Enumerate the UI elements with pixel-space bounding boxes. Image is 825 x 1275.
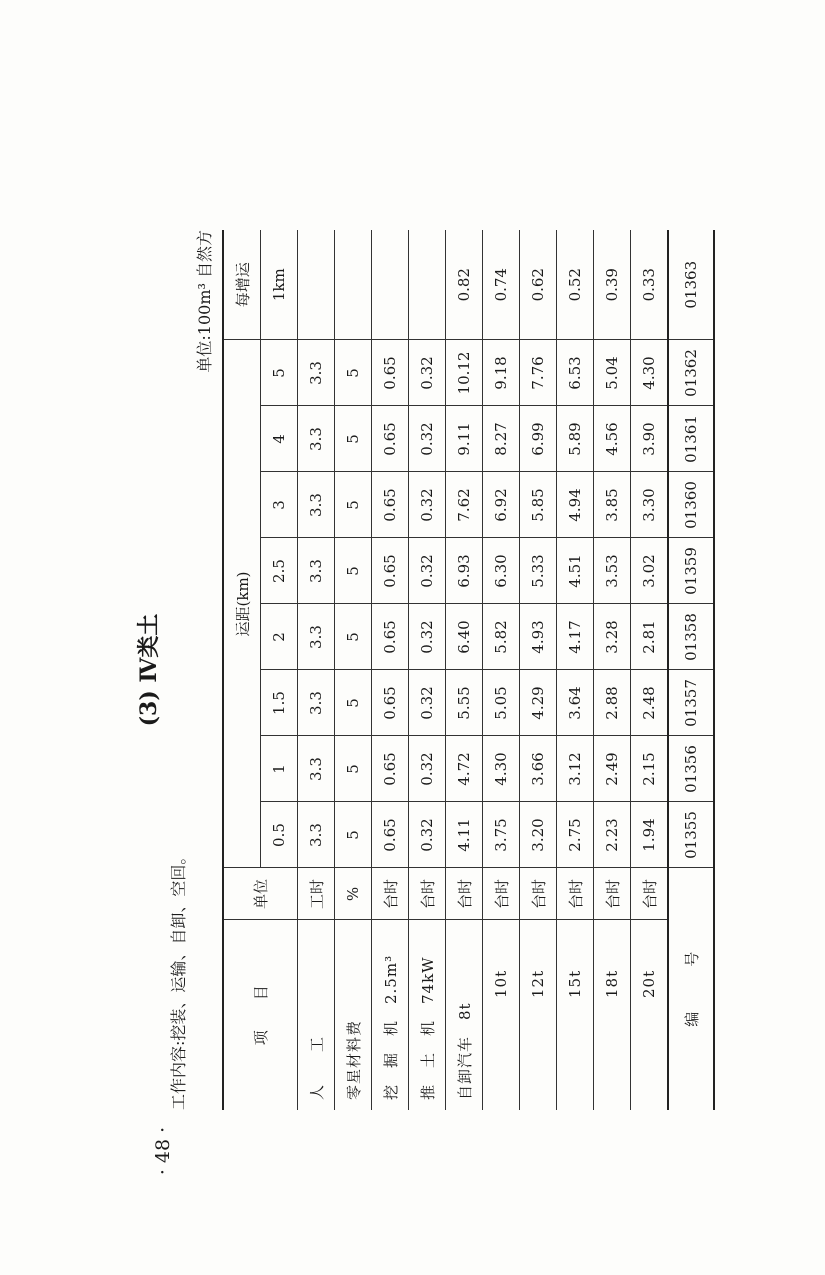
row-value: 0.65 [372,472,409,538]
row-value: 4.72 [446,736,483,802]
row-value: 4.93 [520,604,557,670]
row-value: 3.3 [298,670,335,736]
row-value: 3.3 [298,802,335,868]
row-value: 6.30 [483,538,520,604]
row-value: 5.33 [520,538,557,604]
row-value: 5 [335,538,372,604]
row-name: 12t [520,920,557,1110]
header-item: 项 目 [223,920,298,1110]
row-value: 0.65 [372,604,409,670]
row-unit: 台时 [594,868,631,920]
row-value: 2.88 [594,670,631,736]
row-value: 4.29 [520,670,557,736]
code-cell: 01357 [668,670,714,736]
row-value: 4.11 [446,802,483,868]
row-value: 7.76 [520,340,557,406]
code-cell: 01360 [668,472,714,538]
row-value: 3.90 [631,406,669,472]
row-value: 0.32 [409,472,446,538]
code-cell: 01361 [668,406,714,472]
quota-table [222,230,715,1110]
row-unit: 台时 [409,868,446,920]
row-value: 2.15 [631,736,669,802]
work-content: 工作内容:挖装、运输、自卸、空回。 [169,848,188,1110]
table-row [409,230,446,1110]
row-value: 3.85 [594,472,631,538]
row-value: 0.32 [409,802,446,868]
row-extra: 0.62 [520,230,557,340]
section-title: (3) Ⅳ类土 [136,613,162,727]
row-value: 0.65 [372,340,409,406]
row-value: 0.32 [409,736,446,802]
row-value: 5 [335,472,372,538]
row-name: 挖 掘 机 2.5m³ [372,920,409,1110]
row-extra [298,230,335,340]
row-unit: 台时 [557,868,594,920]
row-name: 推 土 机 74kW [409,920,446,1110]
row-value: 5 [335,736,372,802]
header-distance: 1 [261,736,298,802]
row-extra: 0.74 [483,230,520,340]
row-value: 5 [335,802,372,868]
row-value: 2.49 [594,736,631,802]
table-row [446,230,483,1110]
header-distance: 5 [261,340,298,406]
row-value: 3.66 [520,736,557,802]
row-unit: 台时 [483,868,520,920]
header-distance: 4 [261,406,298,472]
code-label: 编 号 [668,868,714,1110]
row-extra: 0.39 [594,230,631,340]
row-value: 3.3 [298,604,335,670]
code-cell: 01363 [668,230,714,340]
header-unit: 单位 [223,868,298,920]
row-value: 3.3 [298,406,335,472]
header-distance: 2.5 [261,538,298,604]
row-name: 15t [557,920,594,1110]
row-value: 3.53 [594,538,631,604]
row-value: 5.82 [483,604,520,670]
table-row [520,230,557,1110]
row-value: 2.81 [631,604,669,670]
row-value: 4.30 [483,736,520,802]
row-value: 8.27 [483,406,520,472]
row-name: 20t [631,920,669,1110]
row-value: 1.94 [631,802,669,868]
row-name: 自卸汽车 8t [446,920,483,1110]
row-value: 3.30 [631,472,669,538]
table-row [372,230,409,1110]
header-distance: 3 [261,472,298,538]
header-distance: 2 [261,604,298,670]
row-value: 6.40 [446,604,483,670]
table-row [557,230,594,1110]
row-extra: 0.33 [631,230,669,340]
table-row [631,230,669,1110]
row-value: 3.64 [557,670,594,736]
header-distance: 1.5 [261,670,298,736]
code-cell: 01358 [668,604,714,670]
page-number: · 48 · [152,1126,174,1176]
row-value: 0.65 [372,736,409,802]
row-value: 2.48 [631,670,669,736]
row-value: 3.3 [298,340,335,406]
row-value: 3.75 [483,802,520,868]
row-value: 5 [335,604,372,670]
row-unit: % [335,868,372,920]
header-extra-unit: 1km [261,230,298,340]
row-value: 6.53 [557,340,594,406]
row-value: 4.51 [557,538,594,604]
row-value: 5 [335,670,372,736]
table-row [483,230,520,1110]
row-value: 5.85 [520,472,557,538]
row-value: 3.3 [298,538,335,604]
row-name: 18t [594,920,631,1110]
row-extra [372,230,409,340]
row-value: 4.56 [594,406,631,472]
row-value: 4.94 [557,472,594,538]
row-unit: 台时 [446,868,483,920]
row-name: 人 工 [298,920,335,1110]
row-value: 6.93 [446,538,483,604]
row-extra: 0.82 [446,230,483,340]
row-value: 3.02 [631,538,669,604]
code-cell: 01362 [668,340,714,406]
row-unit: 工时 [298,868,335,920]
row-extra [335,230,372,340]
row-unit: 台时 [520,868,557,920]
code-row [668,230,714,1110]
row-value: 0.65 [372,538,409,604]
row-value: 3.3 [298,472,335,538]
table-row [298,230,335,1110]
row-value: 5 [335,406,372,472]
code-cell: 01359 [668,538,714,604]
row-unit: 台时 [631,868,669,920]
row-value: 0.32 [409,538,446,604]
row-value: 0.65 [372,406,409,472]
row-value: 0.65 [372,802,409,868]
rotated-page-content [130,230,760,1110]
row-value: 0.32 [409,604,446,670]
row-value: 9.18 [483,340,520,406]
row-value: 5.04 [594,340,631,406]
row-value: 4.17 [557,604,594,670]
row-extra [409,230,446,340]
table-row [335,230,372,1110]
row-value: 0.65 [372,670,409,736]
row-value: 3.28 [594,604,631,670]
row-value: 4.30 [631,340,669,406]
code-cell: 01356 [668,736,714,802]
row-value: 2.75 [557,802,594,868]
row-value: 9.11 [446,406,483,472]
row-value: 0.32 [409,406,446,472]
row-value: 5.05 [483,670,520,736]
row-unit: 台时 [372,868,409,920]
row-value: 5.55 [446,670,483,736]
row-value: 3.3 [298,736,335,802]
row-value: 3.20 [520,802,557,868]
row-value: 10.12 [446,340,483,406]
row-value: 5 [335,340,372,406]
row-extra: 0.52 [557,230,594,340]
table-row [594,230,631,1110]
row-value: 2.23 [594,802,631,868]
row-value: 0.32 [409,340,446,406]
row-name: 零星材料费 [335,920,372,1110]
row-value: 7.62 [446,472,483,538]
row-value: 3.12 [557,736,594,802]
row-value: 6.99 [520,406,557,472]
row-value: 0.32 [409,670,446,736]
header-extra: 每增运 [223,230,261,340]
code-cell: 01355 [668,802,714,868]
row-name: 10t [483,920,520,1110]
row-value: 6.92 [483,472,520,538]
row-value: 5.89 [557,406,594,472]
header-distance: 0.5 [261,802,298,868]
header-distance-group: 运距(km) [223,340,261,868]
quota-body [298,230,715,1110]
unit-note: 单位:100m³ 自然方 [195,230,214,373]
